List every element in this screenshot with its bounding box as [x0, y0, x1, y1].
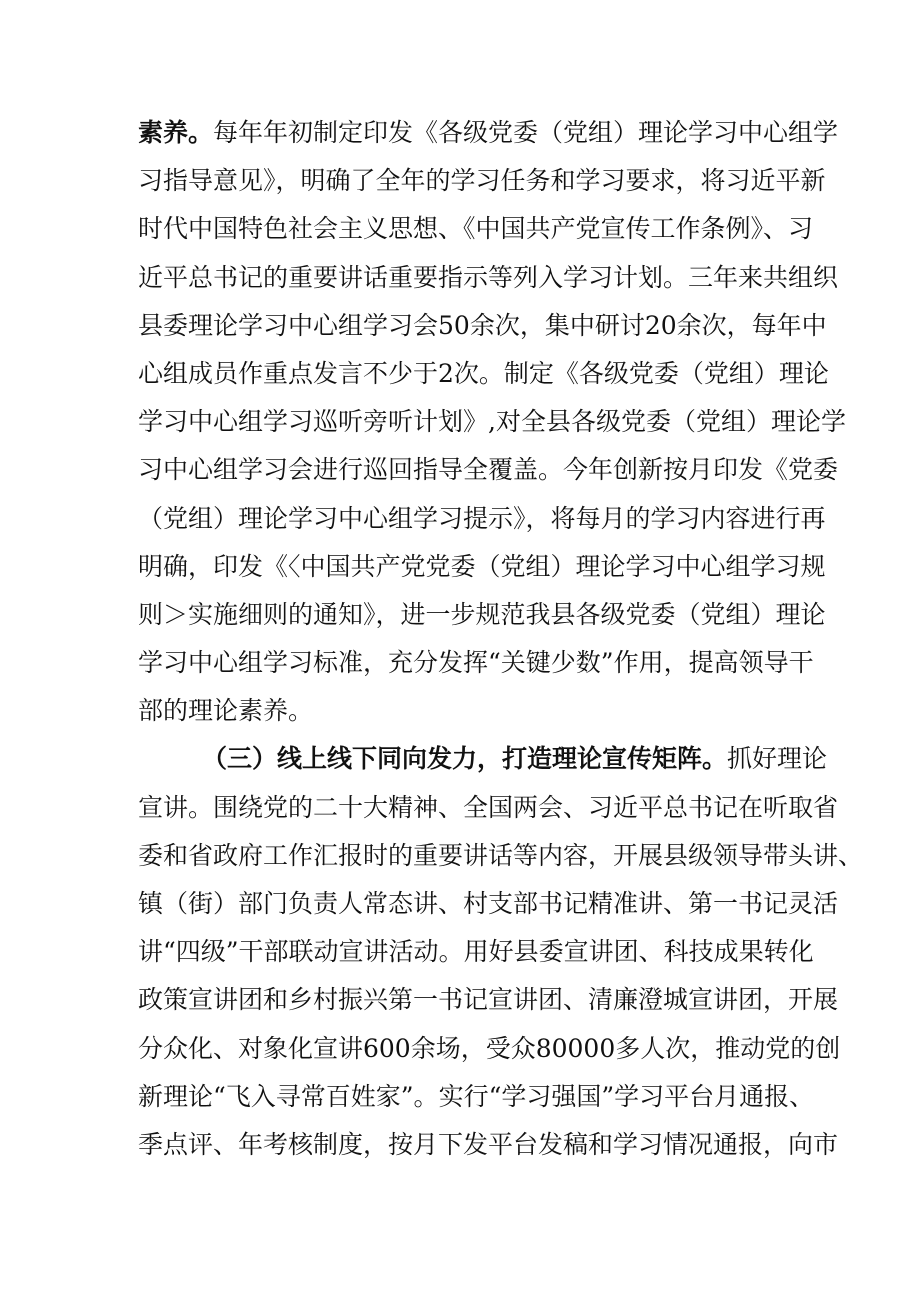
text-line: 新理论“飞入寻常百姓家”。实行“学习强国”学习平台月通报、	[138, 1081, 815, 1111]
text-line: 明确，印发《〈中国共产党党委（党组）理论学习中心组学习规	[138, 551, 826, 581]
text-line: 习中心组学习会进行巡回指导全覆盖。今年创新按月印发《党委	[138, 455, 839, 485]
text-line: 县委理论学习中心组学习会50余次，集中研讨20余次，每年中	[138, 310, 827, 340]
text-line: 分众化、对象化宣讲600余场，受众80000多人次，推动党的创	[138, 1033, 841, 1063]
section-heading: （三）线上线下同向发力，打造理论宣传矩阵。	[202, 744, 728, 774]
text-line: 心组成员作重点发言不少于2次。制定《各级党委（党组）理论	[138, 358, 829, 388]
text-line: 学习中心组学习标准，充分发挥“关键少数”作用，提高领导干	[138, 648, 814, 678]
text-line: 宣讲。围绕党的二十大精神、全国两会、习近平总书记在听取省	[138, 792, 839, 822]
text-line: 学习中心组学习巡听旁听计划》,对全县各级党委（党组）理论学	[138, 407, 846, 437]
bold-lead: 素养。	[138, 118, 214, 147]
line-text: 每年年初制定印发《各级党委（党组）理论学习中心组学	[213, 118, 839, 147]
text-line: 镇（街）部门负责人常态讲、村支部书记精准讲、第一书记灵活	[138, 889, 839, 918]
text-line: （党组）理论学习中心组学习提示》，将每月的学习内容进行再	[138, 503, 826, 533]
text-line: 委和省政府工作汇报时的重要讲话等内容，开展县级领导带头讲、	[138, 840, 864, 870]
text-line: 政策宣讲团和乡村振兴第一书记宣讲团、清廉澄城宣讲团，开展	[138, 985, 839, 1015]
text-line: 则＞实施细则的通知》，进一步规范我县各级党委（党组）理论	[138, 599, 826, 629]
text-line: 近平总书记的重要讲话重要指示等列入学习计划。三年来共组织	[138, 262, 839, 292]
text-line: 习指导意见》，明确了全年的学习任务和学习要求，将习近平新	[138, 166, 826, 196]
line-text: 抓好理论	[727, 744, 828, 774]
text-line	[138, 735, 828, 783]
body-text	[138, 109, 864, 1169]
text-line	[138, 109, 839, 157]
text-line: 讲“四级”干部联动宣讲活动。用好县委宣讲团、科技成果转化	[138, 937, 814, 967]
text-line: 时代中国特色社会主义思想、《中国共产党宣传工作条例》、习	[138, 214, 814, 244]
text-line: 部的理论素养。	[138, 696, 314, 726]
text-line: 季点评、年考核制度，按月下发平台发稿和学习情况通报，向市	[138, 1129, 839, 1159]
